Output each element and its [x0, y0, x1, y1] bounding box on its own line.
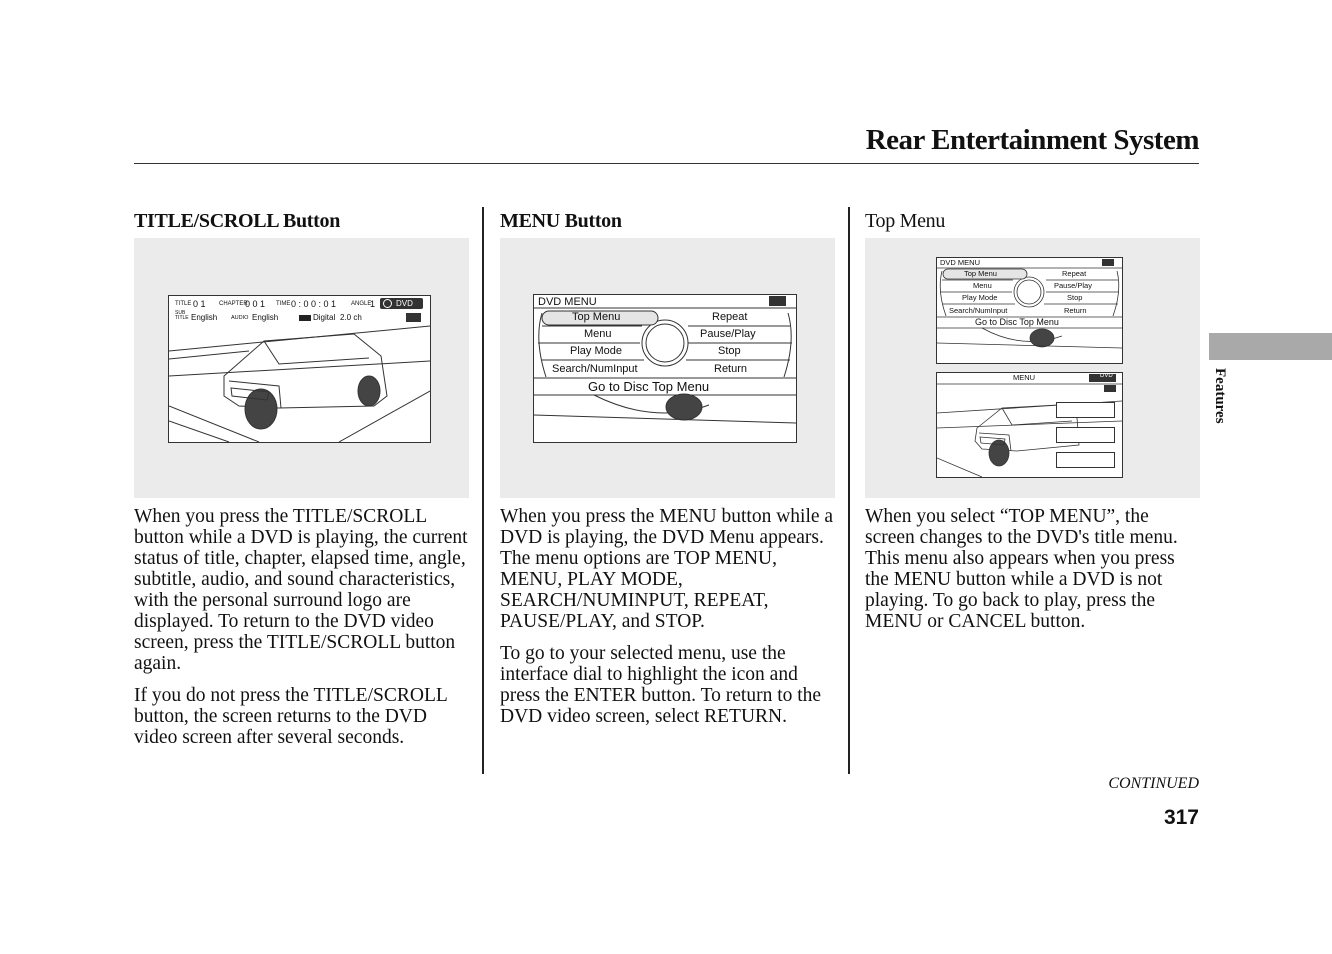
paragraph: When you select “TOP MENU”, the screen changes to the DVD's title menu. This menu also appears when you press the MENU button while a DVD is not playing. To go back to play, press the MENU or CANCEL button. [865, 506, 1178, 632]
title-menu-screen [936, 372, 1123, 478]
angle-label: ANGLE [351, 301, 372, 307]
paragraph: When you press the MENU button while a DVD is playing, the DVD Menu appears. The menu options are TOP MENU, MENU, PLAY MODE, SEARCH/NUMINPUT, REPEAT, PAUSE/PLAY, and STOP. [500, 506, 834, 632]
repeat-icon [769, 296, 786, 306]
section-body [865, 506, 1200, 632]
sound-channels: 2.0 ch [340, 313, 362, 322]
section-body [500, 506, 835, 727]
small-menu-item[interactable]: Pause/Play [1054, 281, 1092, 290]
dvd-source-badge: DVD [380, 298, 423, 309]
title-label: TITLE [175, 301, 192, 307]
subtitle-value: English [191, 313, 218, 322]
small-menu-item[interactable]: Repeat [1062, 269, 1087, 278]
menu-item-stop[interactable]: Stop [718, 345, 741, 357]
header-rule [134, 163, 1199, 164]
dvd-menu-figure [500, 238, 835, 498]
menu-item-return[interactable]: Return [714, 363, 748, 375]
audio-value: English [252, 313, 279, 322]
chapter-label: CHAPTER [219, 301, 248, 307]
continued-label: CONTINUED [1108, 775, 1199, 792]
section-heading: TITLE/SCROLL Button [134, 210, 341, 232]
small-menu-item[interactable]: Search/NumInput [949, 306, 1008, 315]
title-option-box[interactable] [1056, 427, 1115, 443]
section-body [134, 506, 469, 748]
section-heading: Top Menu [865, 210, 946, 232]
sound-value: Digital [313, 313, 336, 322]
title-value: 0 1 [193, 299, 206, 309]
column-divider [848, 207, 850, 774]
dvd-menu-header: DVD MENU [538, 296, 597, 308]
page-title: Rear Entertainment System [865, 124, 1199, 156]
section-tab [1209, 333, 1332, 360]
small-menu-header: DVD MENU [940, 258, 981, 267]
small-menu-item[interactable]: Menu [973, 281, 992, 290]
subtitle-label: SUB TITLE [175, 310, 189, 321]
small-dvd-menu-screen [936, 257, 1123, 364]
dvd-source-badge: DVD [1089, 374, 1116, 382]
repeat-icon [1104, 385, 1116, 392]
column-title-scroll [134, 206, 469, 759]
small-menu-item[interactable]: Top Menu [964, 269, 997, 278]
chapter-value: 0 0 1 [245, 299, 266, 309]
column-top-menu [865, 206, 1200, 643]
page-number: 317 [1163, 806, 1199, 829]
section-side-label: Features [1212, 368, 1228, 424]
paragraph: If you do not press the TITLE/SCROLL button, the screen returns to the DVD video screen after several seconds. [134, 685, 448, 748]
section-heading: MENU Button [500, 210, 622, 232]
small-go-to-disc-top-menu[interactable]: Go to Disc Top Menu [975, 317, 1059, 327]
repeat-icon [406, 313, 421, 322]
menu-item-pause-play[interactable]: Pause/Play [700, 328, 756, 340]
menu-item-play-mode[interactable]: Play Mode [570, 345, 622, 357]
angle-value: 1 [370, 299, 376, 309]
title-menu-header: MENU [1013, 373, 1036, 382]
menu-item-menu[interactable]: Menu [584, 328, 612, 340]
time-label: TIME [276, 301, 291, 307]
column-divider [482, 207, 484, 774]
repeat-icon [1102, 259, 1114, 266]
status-screen [168, 295, 431, 443]
paragraph: When you press the TITLE/SCROLL button while a DVD is playing, the current status of title, chapter, elapsed time, angle, subtitle, audio, and sound characteristics, with the personal surround logo are displayed. To return to the DVD video screen, press the TITLE/SCROLL button again. [134, 506, 468, 674]
status-figure [134, 238, 469, 498]
small-menu-item[interactable]: Return [1064, 306, 1087, 315]
dvd-menu-screen [533, 294, 797, 443]
small-menu-item[interactable]: Stop [1067, 293, 1083, 302]
small-menu-item[interactable]: Play Mode [962, 293, 998, 302]
menu-item-top-menu[interactable]: Top Menu [572, 311, 621, 323]
top-menu-figure [865, 238, 1200, 498]
paragraph: To go to your selected menu, use the interface dial to highlight the icon and press the ENTER button. To return to the DVD video screen, select RETURN. [500, 643, 822, 727]
time-value: 0 : 0 0 : 0 1 [291, 299, 337, 309]
menu-item-repeat[interactable]: Repeat [712, 311, 748, 323]
title-option-box[interactable] [1056, 452, 1115, 468]
disc-icon [383, 299, 392, 308]
audio-label: AUDIO [231, 315, 249, 321]
go-to-disc-top-menu[interactable]: Go to Disc Top Menu [588, 379, 710, 394]
menu-item-search-numinput[interactable]: Search/NumInput [552, 363, 638, 375]
dolby-icon [299, 315, 311, 321]
column-menu-button [500, 206, 835, 738]
title-option-box[interactable] [1056, 402, 1115, 418]
